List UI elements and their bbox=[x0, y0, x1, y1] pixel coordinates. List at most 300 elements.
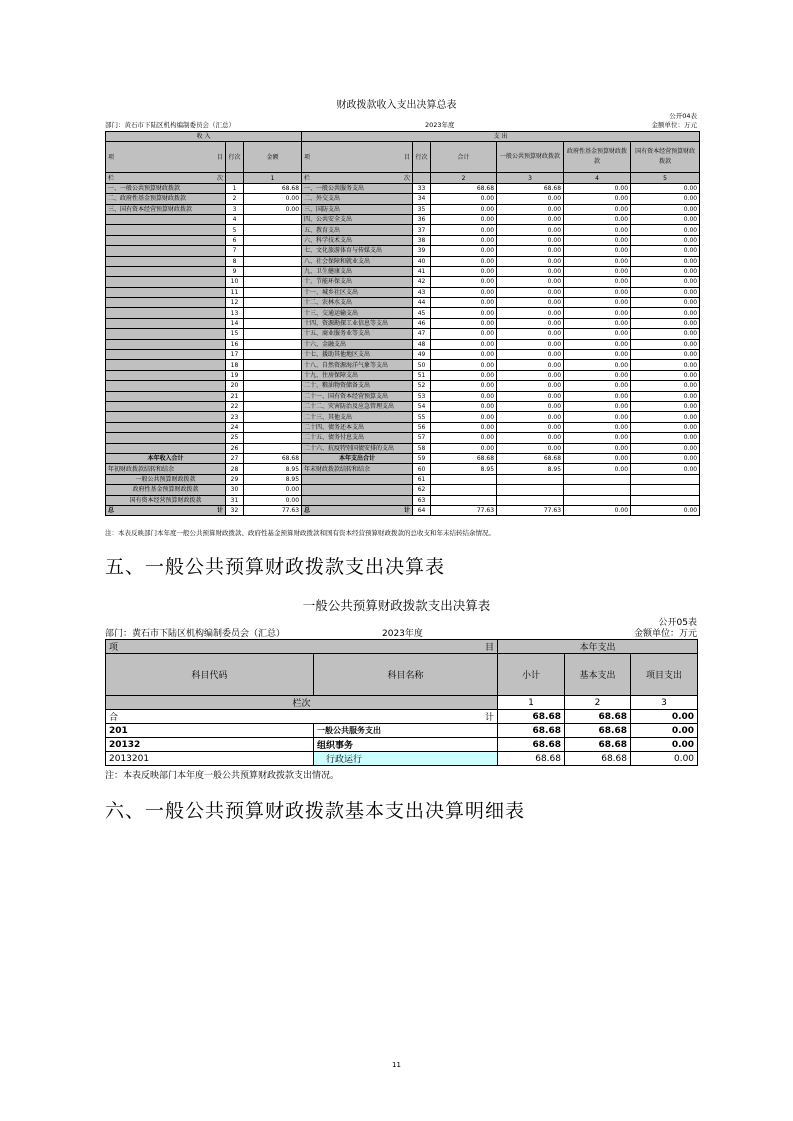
amount-cell: 0.00 bbox=[497, 235, 564, 245]
amount-cell: 77.63 bbox=[244, 505, 302, 515]
amount-cell: 0.00 bbox=[497, 370, 564, 380]
line-number: 31 bbox=[226, 495, 244, 505]
table-row bbox=[106, 329, 700, 339]
income-item-label bbox=[106, 412, 226, 422]
line-number: 56 bbox=[413, 422, 431, 432]
empty-cell bbox=[497, 474, 564, 484]
income-line-header: 行次 bbox=[226, 142, 244, 173]
line-number: 54 bbox=[413, 401, 431, 411]
amount-cell: 0.00 bbox=[497, 381, 564, 391]
table2-year: 2023年度 bbox=[382, 629, 423, 639]
line-number: 1 bbox=[226, 183, 244, 193]
amount-cell: 0.00 bbox=[564, 235, 631, 245]
line-number: 19 bbox=[226, 370, 244, 380]
col-number: 5 bbox=[631, 173, 700, 183]
line-number: 62 bbox=[413, 485, 431, 495]
income-item-label bbox=[106, 422, 226, 432]
amount-cell: 0.00 bbox=[631, 360, 700, 370]
amount-cell: 0.00 bbox=[631, 350, 700, 360]
amount-cell: 77.63 bbox=[497, 505, 564, 515]
expense-item-label: 二十三、其他支出 bbox=[302, 412, 413, 422]
grand-total-label: 总 计 bbox=[106, 505, 226, 515]
table-row bbox=[106, 485, 700, 495]
amount-cell: 0.00 bbox=[631, 183, 700, 193]
col-number: 3 bbox=[497, 173, 564, 183]
table2-note: 注：本表反映部门本年度一般公共预算财政拨款支出情况。 bbox=[105, 771, 340, 781]
line-number: 11 bbox=[226, 287, 244, 297]
table-row bbox=[106, 654, 698, 696]
amount-cell: 0.00 bbox=[431, 287, 497, 297]
project-header: 项目支出 bbox=[631, 654, 698, 696]
current-year-header: 本年支出 bbox=[498, 640, 698, 654]
table-row bbox=[106, 381, 700, 391]
amount-cell: 0.00 bbox=[564, 464, 631, 474]
table1-dept: 部门：黄石市下陆区机构编制委员会（汇总） bbox=[105, 121, 235, 129]
line-number: 52 bbox=[413, 381, 431, 391]
table-row bbox=[106, 318, 700, 328]
income-item-label bbox=[106, 443, 226, 453]
line-number: 20 bbox=[226, 381, 244, 391]
line-number: 43 bbox=[413, 287, 431, 297]
table-row bbox=[106, 204, 700, 214]
amount-cell: 0.00 bbox=[631, 433, 700, 443]
total-col-header: 合计 bbox=[431, 142, 497, 173]
table-row bbox=[106, 214, 700, 224]
empty-cell bbox=[413, 173, 431, 183]
amount-cell bbox=[244, 391, 302, 401]
income-item-label bbox=[106, 350, 226, 360]
line-number: 35 bbox=[413, 204, 431, 214]
line-number: 34 bbox=[413, 194, 431, 204]
table2-dept: 部门：黄石市下陆区机构编制委员会（汇总） bbox=[105, 629, 286, 639]
income-item-label bbox=[106, 329, 226, 339]
amount-cell: 0.00 bbox=[431, 412, 497, 422]
line-number: 41 bbox=[413, 266, 431, 276]
amount-cell bbox=[244, 329, 302, 339]
line-number: 51 bbox=[413, 370, 431, 380]
income-item-label bbox=[106, 256, 226, 266]
income-item-label bbox=[106, 266, 226, 276]
amount-cell bbox=[244, 412, 302, 422]
subtotal-header: 小计 bbox=[498, 654, 565, 696]
expense-item-label: 十七、援助其他地区支出 bbox=[302, 350, 413, 360]
line-number: 49 bbox=[413, 350, 431, 360]
amount-cell: 0.00 bbox=[564, 443, 631, 453]
table-row bbox=[106, 474, 700, 484]
expense-item-label: 六、科学技术支出 bbox=[302, 235, 413, 245]
line-number: 18 bbox=[226, 360, 244, 370]
amount-cell: 8.95 bbox=[244, 464, 302, 474]
row-label bbox=[302, 495, 413, 505]
income-item-label bbox=[106, 277, 226, 287]
line-number: 15 bbox=[226, 329, 244, 339]
income-item-label bbox=[106, 360, 226, 370]
table-row bbox=[106, 360, 700, 370]
amount-cell bbox=[244, 308, 302, 318]
amount-cell: 0.00 bbox=[497, 308, 564, 318]
expense-item-label: 八、社会保障和就业支出 bbox=[302, 256, 413, 266]
general-budget-expenditure-table bbox=[105, 639, 698, 766]
amount-cell: 8.95 bbox=[497, 464, 564, 474]
table-row bbox=[106, 370, 700, 380]
amount-cell bbox=[244, 339, 302, 349]
amount-cell: 0.00 bbox=[564, 318, 631, 328]
amount-cell: 0.00 bbox=[497, 391, 564, 401]
table-row bbox=[106, 183, 700, 193]
amount-cell: 0.00 bbox=[564, 256, 631, 266]
amount-cell: 0.00 bbox=[431, 214, 497, 224]
expense-item-label: 二十一、国有资本经营预算支出 bbox=[302, 391, 413, 401]
empty-cell bbox=[497, 485, 564, 495]
section-heading-6: 六、一般公共预算财政拨款基本支出决算明细表 bbox=[105, 800, 526, 822]
amount-cell: 0.00 bbox=[497, 443, 564, 453]
amount-cell: 0.00 bbox=[631, 752, 698, 766]
line-number: 25 bbox=[226, 433, 244, 443]
line-number: 58 bbox=[413, 443, 431, 453]
line-number: 63 bbox=[413, 495, 431, 505]
amount-cell: 0.00 bbox=[431, 339, 497, 349]
amount-cell: 0.00 bbox=[564, 381, 631, 391]
amount-cell: 0.00 bbox=[631, 370, 700, 380]
expense-item-label: 二十四、债务还本支出 bbox=[302, 422, 413, 432]
subject-code: 201 bbox=[106, 724, 314, 738]
amount-cell: 0.00 bbox=[631, 339, 700, 349]
amount-cell: 0.00 bbox=[564, 391, 631, 401]
amount-cell: 0.00 bbox=[431, 360, 497, 370]
amount-cell: 0.00 bbox=[431, 225, 497, 235]
amount-cell: 0.00 bbox=[631, 246, 700, 256]
expense-item-label: 十、节能环保支出 bbox=[302, 277, 413, 287]
amount-cell: 68.68 bbox=[497, 453, 564, 463]
income-total-label: 本年收入合计 bbox=[106, 453, 226, 463]
amount-cell: 0.00 bbox=[431, 329, 497, 339]
amount-cell: 0.00 bbox=[564, 329, 631, 339]
income-header: 收 入 bbox=[106, 132, 302, 142]
table-row bbox=[106, 287, 700, 297]
line-number: 33 bbox=[413, 183, 431, 193]
income-item-label bbox=[106, 391, 226, 401]
amount-cell: 0.00 bbox=[497, 360, 564, 370]
amount-cell: 0.00 bbox=[631, 235, 700, 245]
table1-note: 注：本表反映部门本年度一般公共预算财政拨款、政府性基金预算财政拨款和国有资本经营预算财政拨款的总收支和年末结转结余情况。 bbox=[105, 529, 495, 537]
empty-cell bbox=[564, 495, 631, 505]
page-number: 11 bbox=[392, 1061, 401, 1069]
amount-cell: 0.00 bbox=[631, 318, 700, 328]
income-item-label bbox=[106, 401, 226, 411]
table2-title: 一般公共预算财政拨款支出决算表 bbox=[302, 598, 491, 613]
line-number: 26 bbox=[226, 443, 244, 453]
col-number: 3 bbox=[631, 696, 698, 710]
income-item-label: 二、政府性基金预算财政拨款 bbox=[106, 194, 226, 204]
table-row bbox=[106, 738, 698, 752]
amount-cell: 0.00 bbox=[431, 256, 497, 266]
table-row bbox=[106, 246, 700, 256]
expense-item-header: 项 目 bbox=[302, 142, 413, 173]
subject-name: 行政运行 bbox=[314, 752, 498, 766]
line-number: 23 bbox=[226, 412, 244, 422]
amount-cell: 0.00 bbox=[497, 287, 564, 297]
amount-cell bbox=[244, 246, 302, 256]
line-number: 42 bbox=[413, 277, 431, 287]
expense-item-label: 二十二、灾害防治及应急管理支出 bbox=[302, 401, 413, 411]
table1-unit: 金额单位：万元 bbox=[651, 121, 697, 129]
expense-item-label: 九、卫生健康支出 bbox=[302, 266, 413, 276]
amount-cell bbox=[244, 433, 302, 443]
amount-cell: 0.00 bbox=[564, 266, 631, 276]
amount-cell: 0.00 bbox=[431, 308, 497, 318]
table-row bbox=[106, 422, 700, 432]
amount-cell: 0.00 bbox=[431, 235, 497, 245]
income-lanci-cell: 栏 次 bbox=[106, 173, 226, 183]
line-number: 30 bbox=[226, 485, 244, 495]
fund-col-header: 政府性基金预算财政拨款 bbox=[564, 142, 631, 173]
amount-cell bbox=[244, 422, 302, 432]
amount-cell: 0.00 bbox=[564, 401, 631, 411]
line-number: 47 bbox=[413, 329, 431, 339]
amount-cell: 0.00 bbox=[631, 298, 700, 308]
amount-cell bbox=[244, 277, 302, 287]
line-number: 32 bbox=[226, 505, 244, 515]
line-number: 8 bbox=[226, 256, 244, 266]
line-number: 50 bbox=[413, 360, 431, 370]
subject-name: 一般公共服务支出 bbox=[314, 724, 498, 738]
table-row bbox=[106, 256, 700, 266]
amount-cell bbox=[244, 360, 302, 370]
line-number: 2 bbox=[226, 194, 244, 204]
amount-cell: 68.68 bbox=[497, 183, 564, 193]
table-row bbox=[106, 505, 700, 515]
expense-item-label: 四、公共安全支出 bbox=[302, 214, 413, 224]
expense-item-label: 二十、粮油物资储备支出 bbox=[302, 381, 413, 391]
amount-cell: 0.00 bbox=[431, 391, 497, 401]
empty-cell bbox=[497, 495, 564, 505]
line-number: 38 bbox=[413, 235, 431, 245]
table-row bbox=[106, 710, 698, 724]
table-row bbox=[106, 412, 700, 422]
amount-cell: 8.95 bbox=[431, 464, 497, 474]
line-number: 14 bbox=[226, 318, 244, 328]
amount-cell: 0.00 bbox=[564, 350, 631, 360]
expense-total-label: 本年支出合计 bbox=[302, 453, 413, 463]
subject-code: 2013201 bbox=[106, 752, 314, 766]
income-item-label bbox=[106, 214, 226, 224]
amount-cell: 0.00 bbox=[631, 329, 700, 339]
amount-cell: 0.00 bbox=[431, 266, 497, 276]
amount-cell: 0.00 bbox=[631, 266, 700, 276]
amount-cell: 0.00 bbox=[497, 298, 564, 308]
name-header: 科目名称 bbox=[314, 654, 498, 696]
amount-cell: 0.00 bbox=[564, 287, 631, 297]
income-item-label bbox=[106, 318, 226, 328]
table-row bbox=[106, 433, 700, 443]
amount-cell: 0.00 bbox=[497, 214, 564, 224]
amount-cell: 0.00 bbox=[564, 194, 631, 204]
amount-cell: 0.00 bbox=[431, 204, 497, 214]
amount-cell: 0.00 bbox=[631, 724, 698, 738]
section-heading-5: 五、一般公共预算财政拨款支出决算表 bbox=[105, 556, 446, 578]
amount-cell: 68.68 bbox=[244, 183, 302, 193]
income-item-label bbox=[106, 225, 226, 235]
subject-name: 组织事务 bbox=[314, 738, 498, 752]
amount-cell: 0.00 bbox=[431, 277, 497, 287]
line-number: 29 bbox=[226, 474, 244, 484]
amount-cell: 0.00 bbox=[431, 194, 497, 204]
amount-cell: 0.00 bbox=[564, 370, 631, 380]
table-row bbox=[106, 443, 700, 453]
amount-cell: 0.00 bbox=[631, 214, 700, 224]
line-number: 22 bbox=[226, 401, 244, 411]
amount-cell bbox=[244, 370, 302, 380]
amount-cell: 68.68 bbox=[565, 710, 631, 724]
row-label bbox=[302, 485, 413, 495]
expense-item-label: 十一、城乡社区支出 bbox=[302, 287, 413, 297]
amount-cell: 0.00 bbox=[631, 204, 700, 214]
line-number: 28 bbox=[226, 464, 244, 474]
amount-cell: 0.00 bbox=[497, 266, 564, 276]
amount-cell: 0.00 bbox=[564, 453, 631, 463]
amount-cell: 68.68 bbox=[498, 752, 565, 766]
lanci-label: 栏次 bbox=[106, 696, 498, 710]
amount-cell: 0.00 bbox=[631, 194, 700, 204]
total-label: 合 计 bbox=[106, 710, 498, 724]
item-header: 项 目 bbox=[106, 640, 498, 654]
line-number: 27 bbox=[226, 453, 244, 463]
amount-cell: 0.00 bbox=[431, 298, 497, 308]
line-number: 64 bbox=[413, 505, 431, 515]
amount-cell: 0.00 bbox=[497, 194, 564, 204]
table1-body bbox=[106, 183, 700, 453]
income-item-label bbox=[106, 433, 226, 443]
amount-cell: 68.68 bbox=[565, 724, 631, 738]
amount-cell: 0.00 bbox=[631, 401, 700, 411]
amount-cell: 0.00 bbox=[564, 339, 631, 349]
general-col-header: 一般公共预算财政拨款 bbox=[497, 142, 564, 173]
line-number: 40 bbox=[413, 256, 431, 266]
income-item-label bbox=[106, 287, 226, 297]
line-number: 7 bbox=[226, 246, 244, 256]
amount-cell: 68.68 bbox=[498, 738, 565, 752]
line-number: 60 bbox=[413, 464, 431, 474]
col-number: 2 bbox=[431, 173, 497, 183]
line-number: 37 bbox=[413, 225, 431, 235]
amount-cell: 68.68 bbox=[431, 183, 497, 193]
amount-cell: 0.00 bbox=[631, 453, 700, 463]
amount-cell bbox=[244, 266, 302, 276]
table-row bbox=[106, 640, 698, 654]
expense-item-label: 十八、自然资源海洋气象等支出 bbox=[302, 360, 413, 370]
amount-cell: 8.95 bbox=[244, 474, 302, 484]
line-number: 6 bbox=[226, 235, 244, 245]
table2-code: 公开05表 bbox=[658, 618, 697, 628]
income-amount-header: 金额 bbox=[244, 142, 302, 173]
table-row bbox=[106, 453, 700, 463]
income-item-label bbox=[106, 298, 226, 308]
row-label: 一般公共预算财政拨款 bbox=[106, 474, 226, 484]
table1-title: 财政拨款收入支出决算总表 bbox=[336, 100, 457, 111]
empty-cell bbox=[431, 495, 497, 505]
amount-cell: 0.00 bbox=[244, 204, 302, 214]
line-number: 59 bbox=[413, 453, 431, 463]
amount-cell: 0.00 bbox=[497, 256, 564, 266]
row-label: 年末财政拨款结转和结余 bbox=[302, 464, 413, 474]
state-col-header: 国有资本经营预算财政拨款 bbox=[631, 142, 700, 173]
expense-line-header: 行次 bbox=[413, 142, 431, 173]
table-row bbox=[106, 724, 698, 738]
amount-cell: 0.00 bbox=[497, 339, 564, 349]
table-row bbox=[106, 277, 700, 287]
expense-item-label: 十四、资源勘探工业信息等支出 bbox=[302, 318, 413, 328]
col-number: 1 bbox=[244, 173, 302, 183]
table-row bbox=[106, 752, 698, 766]
amount-cell: 0.00 bbox=[564, 214, 631, 224]
amount-cell: 0.00 bbox=[564, 246, 631, 256]
table-row bbox=[106, 464, 700, 474]
row-label: 政府性基金预算财政拨款 bbox=[106, 485, 226, 495]
amount-cell: 0.00 bbox=[497, 225, 564, 235]
amount-cell: 68.68 bbox=[431, 453, 497, 463]
col-number: 1 bbox=[498, 696, 565, 710]
amount-cell: 0.00 bbox=[631, 464, 700, 474]
row-label bbox=[302, 474, 413, 484]
expense-item-label: 二十五、债务付息支出 bbox=[302, 433, 413, 443]
line-number: 44 bbox=[413, 298, 431, 308]
amount-cell: 0.00 bbox=[631, 256, 700, 266]
line-number: 53 bbox=[413, 391, 431, 401]
income-item-label: 一、一般公共预算财政拨款 bbox=[106, 183, 226, 193]
amount-cell: 77.63 bbox=[431, 505, 497, 515]
amount-cell: 0.00 bbox=[431, 246, 497, 256]
line-number: 12 bbox=[226, 298, 244, 308]
amount-cell: 0.00 bbox=[631, 738, 698, 752]
empty-cell bbox=[631, 485, 700, 495]
amount-cell: 0.00 bbox=[564, 277, 631, 287]
amount-cell: 0.00 bbox=[631, 422, 700, 432]
income-item-label bbox=[106, 370, 226, 380]
amount-cell: 0.00 bbox=[564, 308, 631, 318]
amount-cell: 0.00 bbox=[431, 433, 497, 443]
amount-cell: 0.00 bbox=[431, 422, 497, 432]
amount-cell: 0.00 bbox=[497, 412, 564, 422]
amount-cell: 0.00 bbox=[431, 443, 497, 453]
expense-item-label: 十五、商业服务业等支出 bbox=[302, 329, 413, 339]
empty-cell bbox=[431, 485, 497, 495]
expense-item-label: 三、国防支出 bbox=[302, 204, 413, 214]
table-row bbox=[106, 401, 700, 411]
amount-cell: 0.00 bbox=[631, 391, 700, 401]
col-number: 2 bbox=[565, 696, 631, 710]
amount-cell: 0.00 bbox=[497, 246, 564, 256]
line-number: 9 bbox=[226, 266, 244, 276]
amount-cell: 0.00 bbox=[631, 225, 700, 235]
table1-footer bbox=[106, 453, 700, 515]
amount-cell: 0.00 bbox=[244, 485, 302, 495]
table-row bbox=[106, 495, 700, 505]
table2-unit: 金额单位：万元 bbox=[633, 629, 697, 639]
empty-cell bbox=[631, 495, 700, 505]
amount-cell: 0.00 bbox=[431, 370, 497, 380]
expense-header: 支 出 bbox=[302, 132, 700, 142]
amount-cell: 68.68 bbox=[498, 724, 565, 738]
expense-item-label: 二、外交支出 bbox=[302, 194, 413, 204]
line-number: 21 bbox=[226, 391, 244, 401]
line-number: 57 bbox=[413, 433, 431, 443]
amount-cell: 0.00 bbox=[497, 318, 564, 328]
line-number: 46 bbox=[413, 318, 431, 328]
amount-cell: 0.00 bbox=[631, 412, 700, 422]
expense-item-label: 十九、住房保障支出 bbox=[302, 370, 413, 380]
amount-cell: 0.00 bbox=[631, 505, 700, 515]
line-number: 4 bbox=[226, 214, 244, 224]
